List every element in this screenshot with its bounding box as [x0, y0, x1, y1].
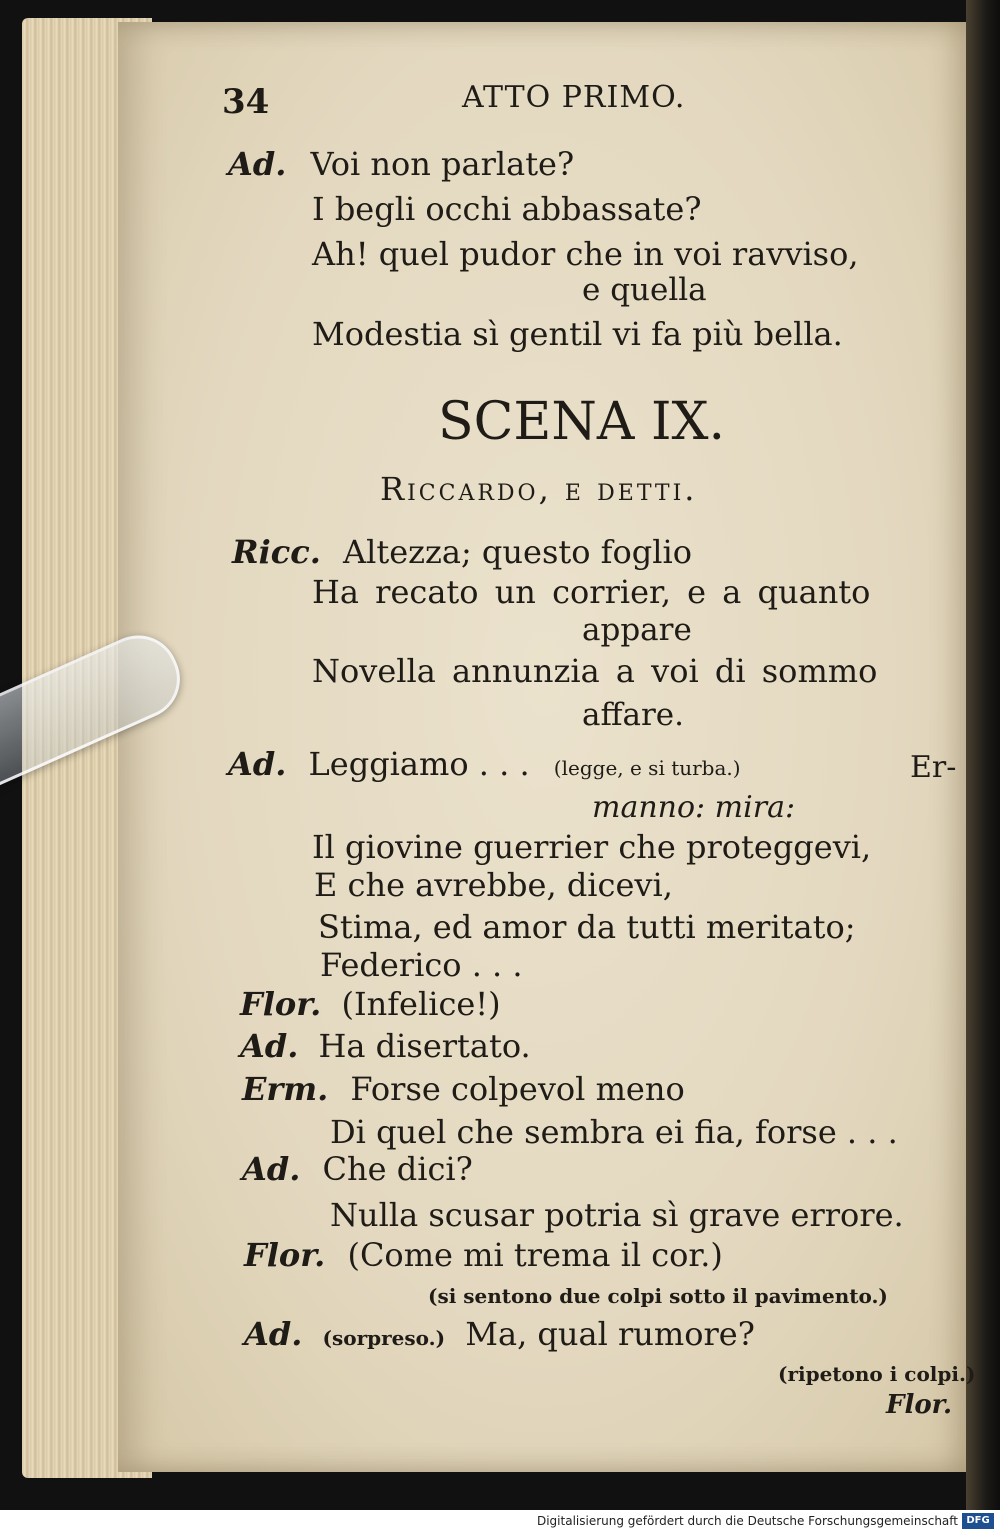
verse-text: Ha disertato. [318, 1027, 531, 1065]
dialogue-line: Stima, ed amor da tutti meritato; [318, 908, 856, 946]
page-number: 34 [222, 82, 270, 122]
dialogue-line [242, 1070, 685, 1108]
verse-text: Che dici? [322, 1150, 473, 1188]
catchword: Flor. [886, 1390, 953, 1420]
speaker-label: Flor. [244, 1236, 326, 1274]
dialogue-line: Il giovine guerrier che proteggevi, [312, 828, 872, 866]
dialogue-line [228, 745, 741, 783]
footer-bar [0, 1510, 1000, 1533]
verse-text: Altezza; questo foglio [343, 533, 692, 571]
dialogue-line [240, 1027, 531, 1065]
speaker-label: Ad. [244, 1315, 303, 1353]
line-4: e quella [582, 272, 707, 308]
speaker-label: Flor. [240, 985, 322, 1023]
dialogue-line [244, 1236, 723, 1274]
verse-text: (Infelice!) [341, 985, 501, 1023]
dialogue-line: appare [582, 612, 692, 648]
dialogue-line: Di quel che sembra ei fia, forse . . . [330, 1113, 898, 1151]
stage-direction: (si sentono due colpi sotto il pavimento.) [428, 1284, 888, 1308]
verse-text: Voi non parlate? [310, 145, 575, 183]
verse-text: Ma, qual rumore? [465, 1315, 755, 1353]
speaker-label: Ad. [242, 1150, 301, 1188]
dialogue-line: affare. [582, 697, 685, 733]
hyphen-end: Er- [910, 750, 957, 785]
line-3: Ah! quel pudor che in voi ravviso, [312, 235, 859, 273]
speaker-label: Ad. [240, 1027, 299, 1065]
dialogue-line: Nulla scusar potria sì grave errore. [330, 1196, 904, 1234]
speaker-label: Ad. [228, 745, 287, 783]
line-1 [228, 145, 574, 183]
verse-text: (Come mi trema il cor.) [347, 1236, 723, 1274]
dialogue-line: Federico . . . [320, 946, 523, 984]
dialogue-line [244, 1315, 755, 1353]
verse-text: Leggiamo . . . [308, 745, 530, 783]
dialogue-line: manno: mira: [592, 790, 796, 825]
speaker-label: Ricc. [232, 533, 321, 571]
dfg-logo: DFG [962, 1513, 994, 1529]
scene-characters: Riccardo, e detti. [380, 470, 698, 508]
dialogue-line: E che avrebbe, dicevi, [314, 866, 673, 904]
gutter-shadow [966, 0, 1000, 1510]
stage-direction: (ripetono i colpi.) [778, 1362, 976, 1386]
footer-credit: Digitalisierung gefördert durch die Deutsche Forschungsgemeinschaft [536, 1514, 958, 1528]
dialogue-line [232, 533, 692, 571]
line-2: I begli occhi abbassate? [312, 190, 702, 228]
dialogue-line: Ha recato un corrier, e a quanto [312, 573, 871, 611]
stage-direction: (sorpreso.) [322, 1326, 446, 1350]
dialogue-line [240, 985, 501, 1023]
running-title: ATTO PRIMO. [462, 80, 686, 115]
stage-direction: (legge, e si turba.) [553, 756, 741, 780]
dialogue-line: Novella annunzia a voi di sommo [312, 652, 878, 690]
scene-title: SCENA IX. [438, 392, 726, 452]
line-5: Modestia sì gentil vi fa più bella. [312, 315, 843, 353]
speaker-label: Ad. [228, 145, 287, 183]
speaker-label: Erm. [242, 1070, 329, 1108]
dialogue-line [242, 1150, 473, 1188]
verse-text: Forse colpevol meno [350, 1070, 685, 1108]
